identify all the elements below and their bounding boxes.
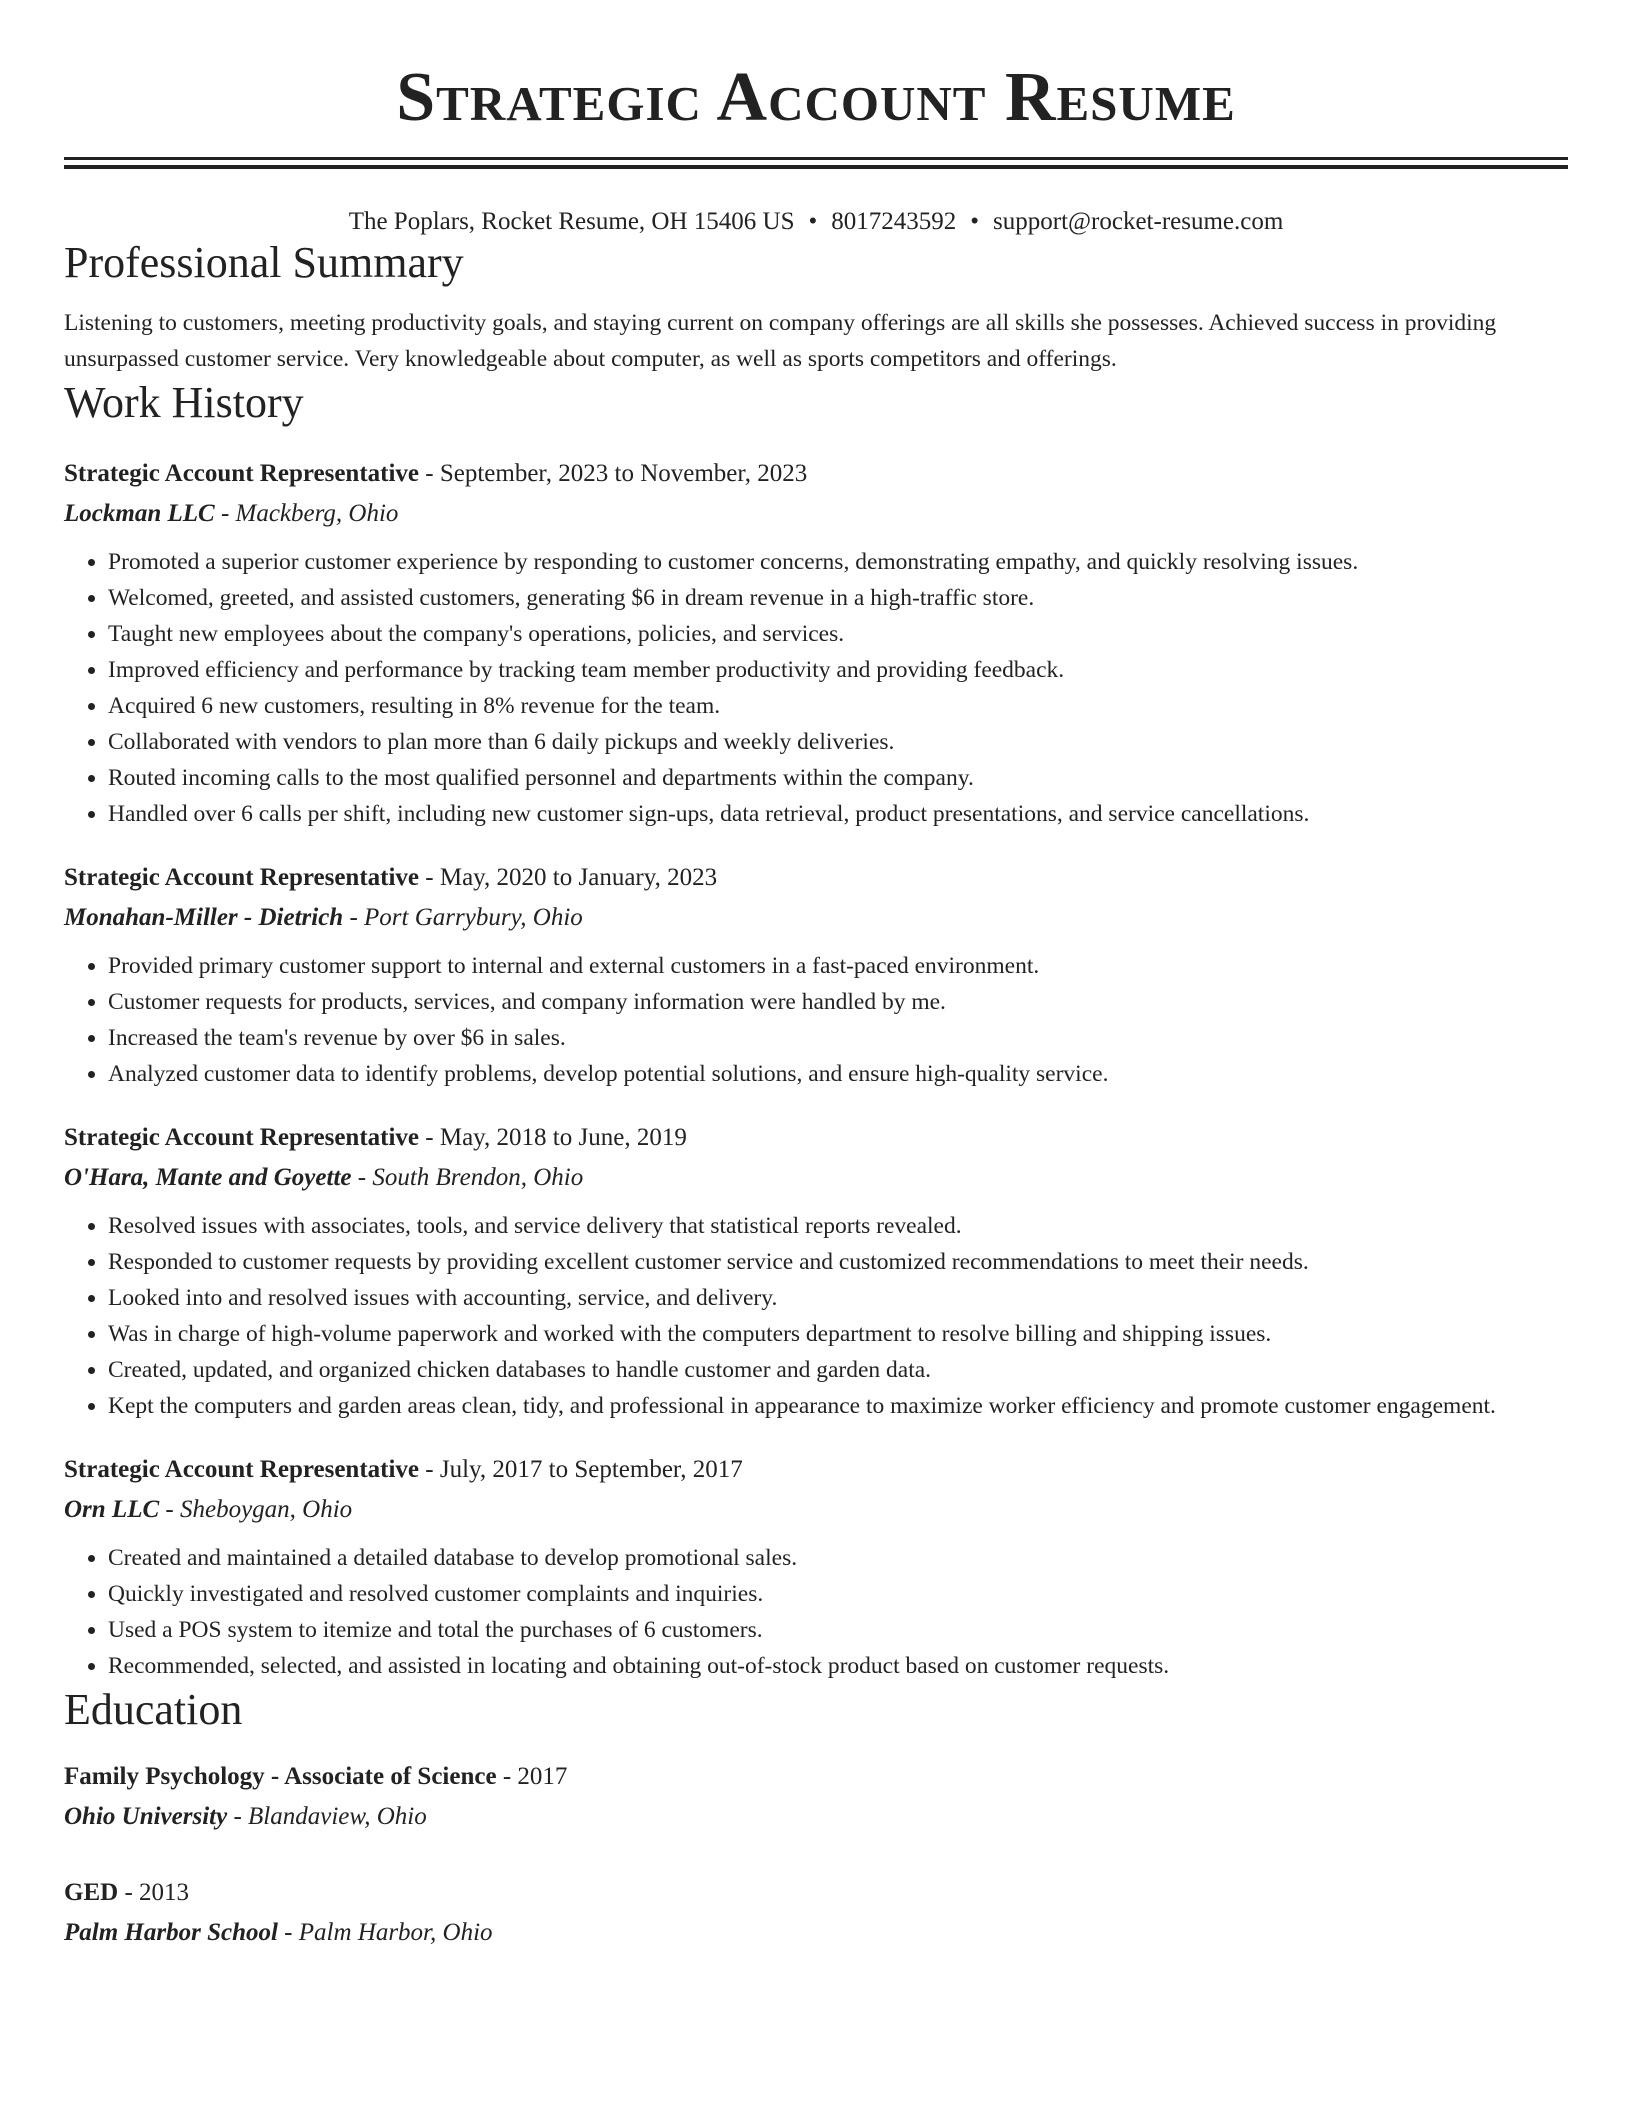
dash: - [118, 1878, 140, 1906]
job-bullet: • Acquired 6 new customers, resulting in 8% revenue for the team. [108, 688, 1568, 724]
summary-text: Listening to customers, meeting productivity goals, and staying current on company offerings are all skills she possesses. Achieved success in providing unsurpassed customer service. Very knowledgeable about computer, as well as sports competitors and offerings. [64, 310, 1497, 373]
dash: - [343, 904, 365, 932]
job-bullet: • Promoted a superior customer experience by responding to customer concerns, demonstrating empathy, and quickly resolving issues. [108, 544, 1568, 580]
job-entry [64, 858, 1568, 1092]
job-company: Lockman LLC [64, 500, 215, 528]
dash: - [419, 460, 440, 488]
job-bullet: • Increased the team's revenue by over $6 in sales. [108, 1020, 1568, 1056]
education-entry [64, 1757, 1568, 1837]
job-bullets [64, 948, 1568, 1092]
degree-line [64, 1757, 1568, 1797]
job-bullet: • Customer requests for products, services, and company information were handled by me. [108, 984, 1568, 1020]
work-history-heading: Work History [64, 378, 304, 428]
job-bullets [64, 1540, 1568, 1684]
summary-heading: Professional Summary [64, 237, 464, 287]
job-title-line [64, 1118, 1568, 1158]
resume-title: Strategic Account Resume [396, 59, 1236, 136]
school: Palm Harbor School [64, 1918, 278, 1946]
dash: - [419, 1456, 440, 1484]
title-double-rule [64, 157, 1568, 169]
degree-year: 2013 [139, 1878, 190, 1906]
job-company: Monahan-Miller - Dietrich [64, 904, 344, 932]
job-bullets [64, 1208, 1568, 1424]
job-bullet: • Analyzed customer data to identify problems, develop potential solutions, and ensure high-quality service. [108, 1056, 1568, 1092]
contact-phone: 8017243592 [831, 207, 957, 235]
job-bullet: • Was in charge of high-volume paperwork and worked with the computers department to resolve billing and shipping issues. [108, 1316, 1568, 1352]
job-title-line [64, 858, 1568, 898]
school-location: Palm Harbor, Ohio [298, 1918, 493, 1946]
job-company-line [64, 1490, 1568, 1530]
job-dates: September, 2023 to November, 2023 [439, 460, 808, 488]
contact-line [64, 207, 1568, 237]
job-dates: May, 2018 to June, 2019 [439, 1124, 687, 1152]
contact-separator: • [970, 207, 980, 235]
job-location: South Brendon, Ohio [372, 1164, 584, 1192]
job-bullet: • Quickly investigated and resolved customer complaints and inquiries. [108, 1576, 1568, 1612]
job-dates: July, 2017 to September, 2017 [439, 1456, 743, 1484]
dash: - [214, 500, 236, 528]
job-location: Port Garrybury, Ohio [364, 904, 583, 932]
dash: - [351, 1164, 373, 1192]
job-company-line [64, 898, 1568, 938]
job-company: Orn LLC [64, 1496, 160, 1524]
degree: GED [64, 1878, 119, 1906]
job-entry [64, 454, 1568, 832]
degree-line [64, 1873, 1568, 1913]
job-title: Strategic Account Representative [64, 864, 420, 892]
job-title-line [64, 1450, 1568, 1490]
job-bullet: • Provided primary customer support to internal and external customers in a fast-paced environment. [108, 948, 1568, 984]
job-company: O'Hara, Mante and Goyette [64, 1164, 352, 1192]
job-location: Sheboygan, Ohio [179, 1496, 353, 1524]
job-bullet: • Created, updated, and organized chicken databases to handle customer and garden data. [108, 1352, 1568, 1388]
education-heading: Education [64, 1685, 243, 1735]
contact-email: support@rocket-resume.com [993, 207, 1284, 235]
job-bullets [64, 544, 1568, 832]
dash: - [277, 1918, 299, 1946]
job-bullet: • Collaborated with vendors to plan more than 6 daily pickups and weekly deliveries. [108, 724, 1568, 760]
job-bullet: • Resolved issues with associates, tools, and service delivery that statistical reports revealed. [108, 1208, 1568, 1244]
job-bullet: • Improved efficiency and performance by tracking team member productivity and providing feedback. [108, 652, 1568, 688]
job-title-line [64, 454, 1568, 494]
job-title: Strategic Account Representative [64, 460, 420, 488]
job-company-line [64, 1158, 1568, 1198]
school-line [64, 1913, 1568, 1953]
job-dates: May, 2020 to January, 2023 [439, 864, 718, 892]
contact-separator: • [808, 207, 818, 235]
job-bullet: • Created and maintained a detailed database to develop promotional sales. [108, 1540, 1568, 1576]
dash: - [159, 1496, 180, 1524]
school: Ohio University [64, 1802, 228, 1830]
dash: - [227, 1802, 249, 1830]
dash: - [496, 1762, 518, 1790]
job-bullet: • Looked into and resolved issues with accounting, service, and delivery. [108, 1280, 1568, 1316]
job-title: Strategic Account Representative [64, 1456, 420, 1484]
dash: - [419, 864, 440, 892]
job-bullet: • Routed incoming calls to the most qualified personnel and departments within the company. [108, 760, 1568, 796]
degree: Family Psychology - Associate of Science [64, 1762, 497, 1790]
job-entry [64, 1450, 1568, 1684]
contact-address: The Poplars, Rocket Resume, OH 15406 US [348, 207, 795, 235]
job-bullet: • Taught new employees about the company's operations, policies, and services. [108, 616, 1568, 652]
job-company-line [64, 494, 1568, 534]
job-bullet: • Welcomed, greeted, and assisted customers, generating $6 in dream revenue in a high-traffic store. [108, 580, 1568, 616]
dash: - [419, 1124, 440, 1152]
education-entry [64, 1873, 1568, 1953]
job-location: Mackberg, Ohio [235, 500, 399, 528]
school-location: Blandaview, Ohio [248, 1802, 427, 1830]
job-bullet: • Used a POS system to itemize and total the purchases of 6 customers. [108, 1612, 1568, 1648]
job-bullet: • Handled over 6 calls per shift, including new customer sign-ups, data retrieval, product presentations, and service cancellations. [108, 796, 1568, 832]
school-line [64, 1797, 1568, 1837]
degree-year: 2017 [517, 1762, 568, 1790]
job-bullet: • Recommended, selected, and assisted in locating and obtaining out-of-stock product based on customer requests. [108, 1648, 1568, 1684]
job-bullet: • Kept the computers and garden areas clean, tidy, and professional in appearance to maximize worker efficiency and promote customer engagement. [108, 1388, 1568, 1424]
job-entry [64, 1118, 1568, 1424]
job-title: Strategic Account Representative [64, 1124, 420, 1152]
job-bullet: • Responded to customer requests by providing excellent customer service and customized recommendations to meet their needs. [108, 1244, 1568, 1280]
